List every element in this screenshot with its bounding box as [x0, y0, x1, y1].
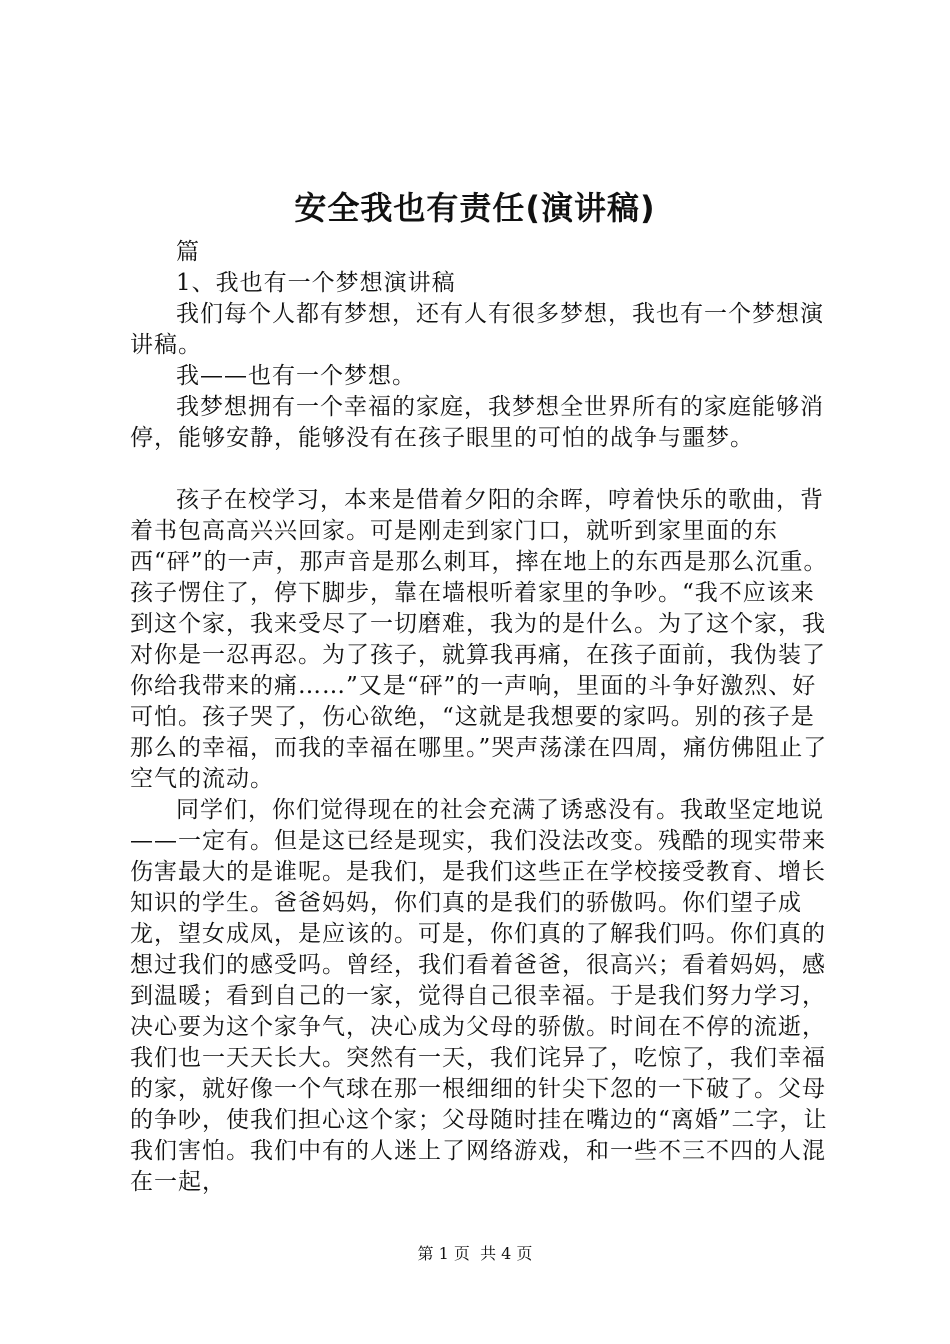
paragraph: 同学们，你们觉得现在的社会充满了诱惑没有。我敢坚定地说——一定有。但是这已经是现实，我们没法改变。残酷的现实带来伤害最大的是谁呢。是我们，是我们这些正在学校接受教育、增长知识的学生。爸爸妈妈，你们真的是我们的骄傲吗。你们望子成龙，望女成凤，是应该的。可是，你们真的了解我们吗。你们真的想过我们的感受吗。曾经，我们看着爸爸，很高兴；看着妈妈，感到温暖；看到自己的一家，觉得自己很幸福。于是我们努力学习，决心要为这个家争气，决心成为父母的骄傲。时间在不停的流逝，我们也一天天长大。突然有一天，我们诧异了，吃惊了，我们幸福的家，就好像一个气球在那一根细细的针尖下忽的一下破了。父母的争吵，使我们担心这个家；父母随时挂在嘴边的“离婚”二字，让我们害怕。我们中有的人迷上了网络游戏，和一些不三不四的人混在一起， [130, 797, 828, 1195]
page-footer: 第 1 页 共 4 页 [417, 1244, 533, 1263]
paragraph: 我——也有一个梦想。 [176, 363, 416, 389]
document-title: 安全我也有责任(演讲稿) [294, 189, 656, 227]
paragraph: 孩子在校学习，本来是借着夕阳的余晖，哼着快乐的歌曲，背着书包高高兴兴回家。可是刚走到家门口，就听到家里面的东西“砰”的一声，那声音是那么刺耳，摔在地上的东西是那么沉重。孩子愣住了，停下脚步，靠在墙根听着家里的争吵。“我不应该来到这个家，我来受尽了一切磨难，我为的是什么。为了这个家，我对你是一忍再忍。为了孩子，就算我再痛，在孩子面前，我伪装了你给我带来的痛……”又是“砰”的一声响，里面的斗争好激烈、好可怕。孩子哭了，伤心欲绝，“这就是我想要的家吗。别的孩子是那么的幸福，而我的幸福在哪里。”哭声荡漾在四周，痛仿佛阻止了空气的流动。 [130, 487, 828, 792]
document-body [130, 237, 834, 1198]
paragraph-subtitle: 1、我也有一个梦想演讲稿 [176, 270, 456, 296]
paragraph-section-marker: 篇 [176, 239, 200, 265]
paragraph: 我们每个人都有梦想，还有人有很多梦想，我也有一个梦想演讲稿。 [130, 301, 824, 358]
paragraph: 我梦想拥有一个幸福的家庭，我梦想全世界所有的家庭能够消停，能够安静，能够没有在孩子眼里的可怕的战争与噩梦。 [130, 394, 824, 451]
